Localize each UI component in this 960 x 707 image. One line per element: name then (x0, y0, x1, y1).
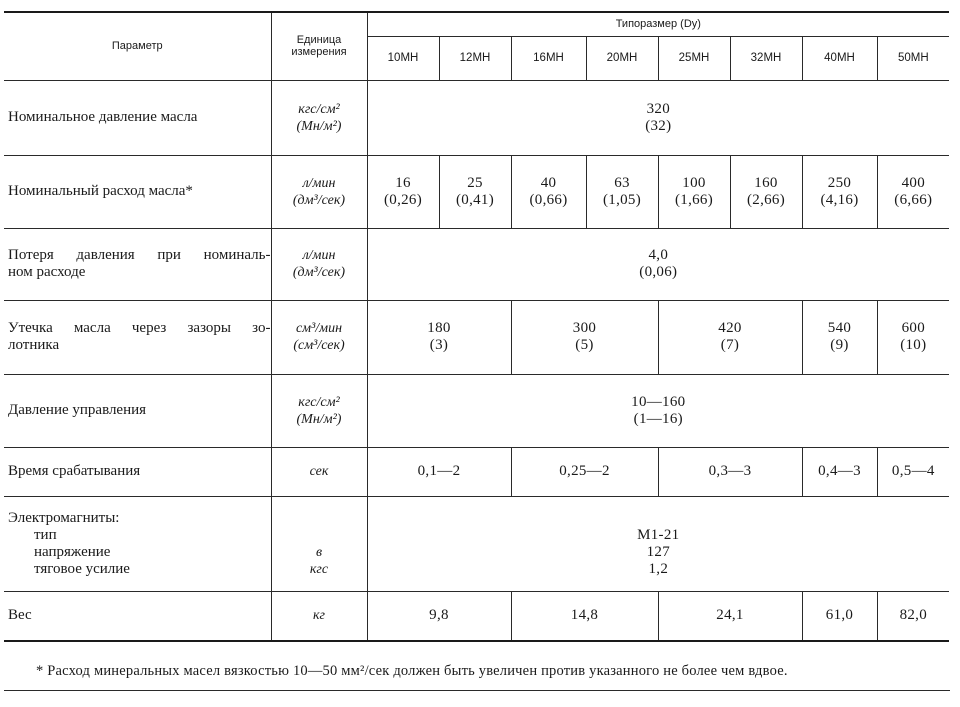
size-32mn: 32МН (730, 36, 802, 80)
size-12mn: 12МН (439, 36, 511, 80)
leak-value-alt: (10) (900, 337, 927, 353)
header-size-title: Типоразмер (Dу) (367, 12, 949, 36)
flow-value-20mn (586, 155, 658, 228)
param-electromagnets (4, 496, 271, 591)
weight-value-50mn: 82,0 (877, 591, 949, 641)
header-parameter: Параметр (4, 12, 271, 80)
leak-value-40mn (802, 300, 877, 374)
weight-value-10-12mn: 9,8 (367, 591, 511, 641)
unit-secondary: (дм³/сек) (292, 265, 346, 280)
value-type: М1-21 (637, 526, 680, 543)
footnote: * Расход минеральных масел вязкостью 10—50 мм²/сек должен быть увеличен против указанного не более чем вдвое. (36, 663, 788, 679)
unit-primary: л/мин (302, 175, 336, 191)
size-25mn: 25МН (658, 36, 730, 80)
flow-value-32mn (730, 155, 802, 228)
flow-value: 40 (540, 174, 557, 191)
header-unit-line1: Единица (296, 34, 342, 47)
leak-value-16-20mn (511, 300, 658, 374)
value-primary: 320 (646, 100, 670, 117)
unit-response-time: сек (271, 447, 367, 496)
flow-value-12mn (439, 155, 511, 228)
param-line2: ном расходе (8, 264, 86, 280)
param-line2: лотника (8, 337, 60, 353)
param-weight: Вес (4, 591, 271, 641)
size-10mn: 10МН (367, 36, 439, 80)
param-line1: Утечка масла через зазоры зо- (8, 320, 271, 336)
leak-value: 540 (827, 320, 852, 336)
header-row (4, 12, 949, 36)
unit-control-pressure (271, 374, 367, 447)
leak-value-alt: (9) (830, 337, 849, 353)
param-nominal-pressure: Номинальное давление масла (4, 80, 271, 155)
leak-value-25-32mn (658, 300, 802, 374)
weight-value-16-20mn: 14,8 (511, 591, 658, 641)
value-secondary: (0,06) (639, 264, 678, 280)
value-secondary: (1—16) (633, 410, 683, 427)
time-value-16-20mn: 0,25—2 (511, 447, 658, 496)
unit-pressure-loss (271, 228, 367, 300)
flow-value-alt: (0,41) (455, 191, 495, 208)
flow-value-16mn (511, 155, 586, 228)
unit-nominal-flow (271, 155, 367, 228)
value-primary: 10—160 (631, 393, 686, 410)
leak-value-alt: (3) (429, 337, 449, 353)
leak-value: 180 (427, 320, 451, 336)
param-line1: Потеря давления при номиналь- (8, 247, 271, 263)
size-50mn: 50МН (877, 36, 949, 80)
flow-value-alt: (1,05) (602, 191, 642, 208)
unit-nominal-pressure (271, 80, 367, 155)
flow-value: 16 (395, 174, 411, 191)
flow-value: 250 (827, 174, 852, 191)
unit-electromagnets (271, 496, 367, 591)
value-electromagnets (367, 496, 949, 591)
time-value-25-32mn: 0,3—3 (658, 447, 802, 496)
unit-secondary: (дм³/сек) (292, 192, 346, 208)
unit-primary: кгс/см² (298, 394, 340, 410)
flow-value: 160 (754, 174, 778, 191)
unit-leakage (271, 300, 367, 374)
param-voltage: напряжение (34, 543, 111, 560)
bottom-rule (4, 690, 950, 691)
value-pressure-loss (367, 228, 949, 300)
header-unit (271, 12, 367, 80)
unit-voltage: в (315, 544, 323, 560)
row-weight (4, 591, 949, 641)
row-nominal-pressure (4, 80, 949, 155)
unit-type (272, 527, 367, 544)
row-nominal-flow (4, 155, 949, 228)
flow-value-50mn (877, 155, 949, 228)
leak-value-10-12mn (367, 300, 511, 374)
size-20mn: 20МН (586, 36, 658, 80)
value-control-pressure (367, 374, 949, 447)
flow-value-alt: (0,26) (383, 191, 423, 208)
param-response-time: Время срабатывания (4, 447, 271, 496)
weight-value-40mn: 61,0 (802, 591, 877, 641)
flow-value: 100 (682, 174, 706, 191)
flow-value: 25 (467, 174, 483, 191)
flow-value-25mn (658, 155, 730, 228)
unit-primary: л/мин (302, 248, 336, 263)
flow-value-alt: (0,66) (529, 191, 568, 208)
value-secondary: (32) (645, 117, 672, 134)
unit-secondary: (Мн/м²) (296, 411, 342, 427)
unit-pull-force: кгс (309, 561, 329, 577)
value-nominal-pressure (367, 80, 949, 155)
header-unit-line2: измерения (291, 46, 347, 59)
leak-value-alt: (7) (720, 337, 740, 353)
row-pressure-loss (4, 228, 949, 300)
time-value-10-12mn: 0,1—2 (367, 447, 511, 496)
unit-primary: см³/мин (295, 321, 343, 336)
flow-value-alt: (6,66) (894, 191, 933, 208)
flow-value-alt: (4,16) (820, 191, 859, 208)
parameters-table (4, 11, 949, 642)
size-16mn: 16МН (511, 36, 586, 80)
param-pressure-loss (4, 228, 271, 300)
time-value-50mn: 0,5—4 (877, 447, 949, 496)
unit-primary: кгс/см² (298, 101, 340, 117)
flow-value-alt: (1,66) (674, 191, 714, 208)
size-40mn: 40МН (802, 36, 877, 80)
flow-value-10mn (367, 155, 439, 228)
param-leakage (4, 300, 271, 374)
param-type: тип (34, 526, 57, 543)
value-voltage: 127 (646, 543, 670, 560)
param-nominal-flow: Номинальный расход масла* (4, 155, 271, 228)
value-pull-force: 1,2 (648, 560, 669, 577)
flow-value: 400 (901, 174, 925, 191)
row-electromagnets (4, 496, 949, 591)
leak-value: 600 (901, 320, 925, 336)
flow-value-alt: (2,66) (746, 191, 786, 208)
leak-value-alt: (5) (575, 337, 594, 353)
flow-value-40mn (802, 155, 877, 228)
row-control-pressure (4, 374, 949, 447)
param-pull-force: тяговое усилие (34, 560, 130, 577)
row-response-time (4, 447, 949, 496)
param-control-pressure: Давление управления (4, 374, 271, 447)
unit-weight: кг (271, 591, 367, 641)
weight-value-25-32mn: 24,1 (658, 591, 802, 641)
leak-value-50mn (877, 300, 949, 374)
flow-value: 63 (614, 174, 630, 191)
row-leakage (4, 300, 949, 374)
leak-value: 420 (718, 320, 742, 336)
value-primary: 4,0 (648, 247, 669, 263)
time-value-40mn: 0,4—3 (802, 447, 877, 496)
param-electromagnets-title: Электромагниты: (8, 509, 120, 526)
unit-secondary: (Мн/м²) (296, 118, 342, 134)
leak-value: 300 (572, 320, 597, 336)
unit-secondary: (см³/сек) (293, 338, 345, 353)
